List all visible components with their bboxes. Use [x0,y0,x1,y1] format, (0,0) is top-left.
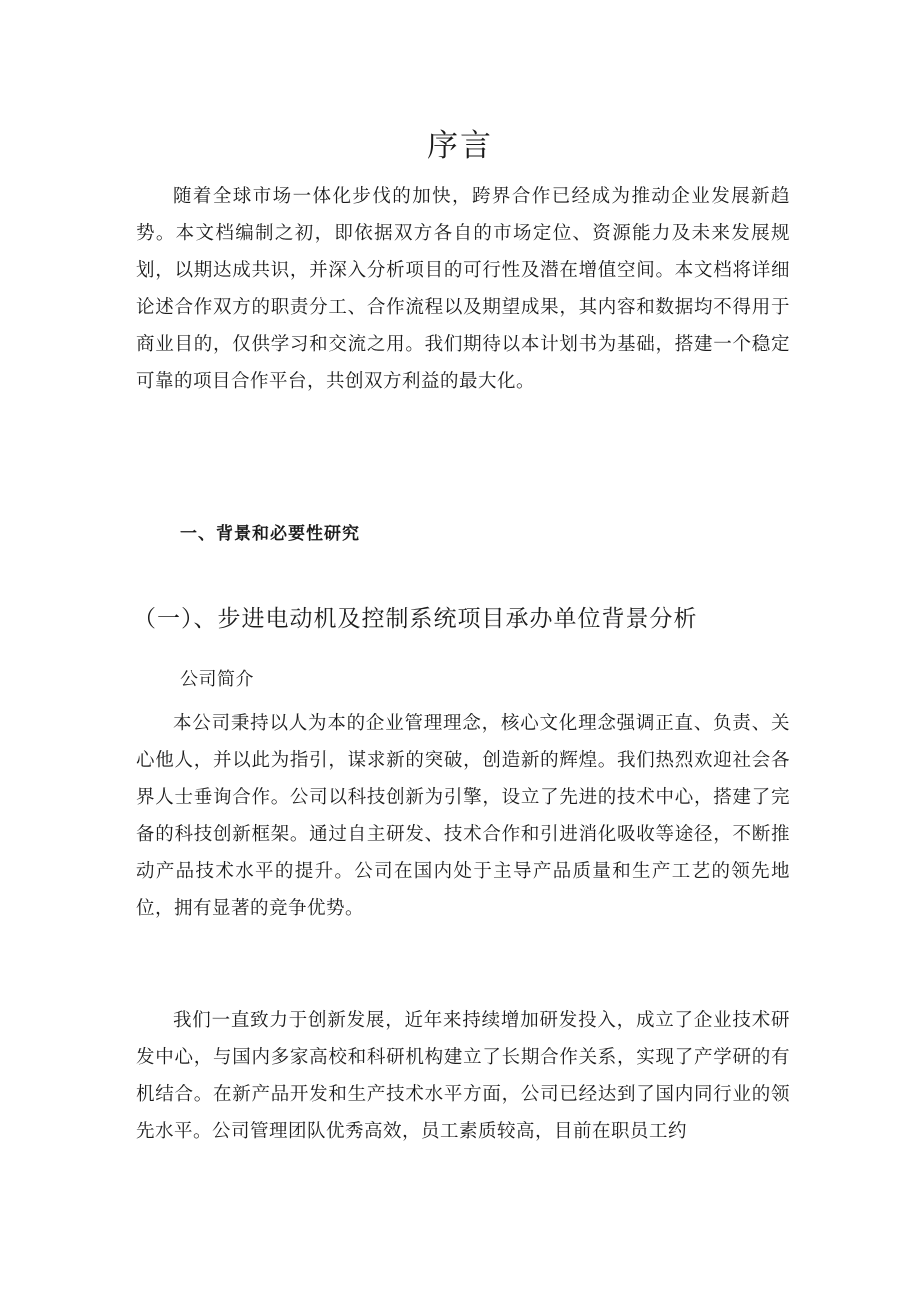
preface-paragraph: 随着全球市场一体化步伐的加快，跨界合作已经成为推动企业发展新趋势。本文档编制之初，即依据双方各自的市场定位、资源能力及未来发展规划，以期达成共识，并深入分析项目的可行性及潜在增值空间。本文档将详细论述合作双方的职责分工、合作流程以及期望成果，其内容和数据均不得用于商业目的，仅供学习和交流之用。我们期待以本计划书为基础，搭建一个稳定可靠的项目合作平台，共创双方利益的最大化。 [136,186,790,392]
company-paragraph-1: 本公司秉持以人为本的企业管理理念，核心文化理念强调正直、负责、关心他人，并以此为指引，谋求新的突破，创造新的辉煌。我们热烈欢迎社会各界人士垂询合作。公司以科技创新为引擎，设立了先进的技术中心，搭建了完备的科技创新框架。通过自主研发、技术合作和引进消化吸收等途径，不断推动产品技术水平的提升。公司在国内处于主导产品质量和生产工艺的领先地位，拥有显著的竞争优势。 [136,713,790,919]
company-intro-label: 公司简介 [180,669,254,690]
subsection-heading: （一）、步进电动机及控制系统项目承办单位背景分析 [133,606,698,632]
company-paragraph-2: 我们一直致力于创新发展，近年来持续增加研发投入，成立了企业技术研发中心，与国内多家高校和科研机构建立了长期合作关系，实现了产学研的有机结合。在新产品开发和生产技术水平方面，公司已经达到了国内同行业的领先水平。公司管理团队优秀高效，员工素质较高，目前在职员工约 [136,1010,790,1142]
document-title: 序言 [427,128,493,164]
section-heading: 一、背景和必要性研究 [180,524,360,544]
